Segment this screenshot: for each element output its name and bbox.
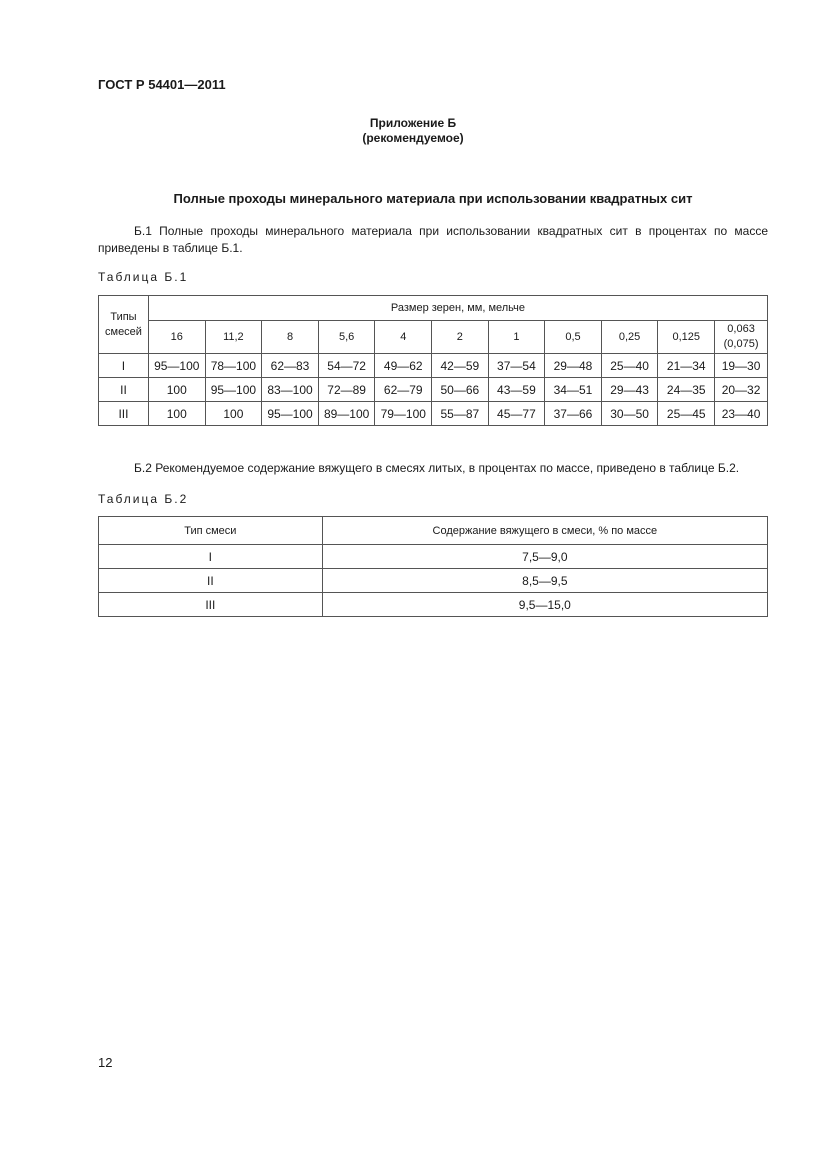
grain-size-header-cell: 2 [432,321,489,354]
page-number: 12 [98,1055,113,1070]
grain-size-header-cell: 8 [262,321,319,354]
pass-value-cell: 95—100 [148,354,205,378]
pass-value-cell: 21—34 [658,354,715,378]
pass-value-cell: 62—83 [262,354,319,378]
mix-type-cell: II [99,569,323,593]
grain-size-header-cell: 0,25 [601,321,658,354]
grain-size-header-cell: 1 [488,321,545,354]
mix-type-cell: III [99,402,149,426]
pass-value-cell: 50—66 [432,378,489,402]
grain-size-header-cell: 5,6 [318,321,375,354]
table-row [99,354,768,378]
annex-type: (рекомендуемое) [362,131,464,145]
annex-heading [0,116,826,146]
pass-value-cell: 78—100 [205,354,262,378]
binder-content-cell: 7,5—9,0 [322,545,767,569]
pass-value-cell: 100 [148,402,205,426]
table-row [99,569,768,593]
mix-type-cell: II [99,378,149,402]
table-row [99,545,768,569]
grain-size-header-cell: 11,2 [205,321,262,354]
pass-value-cell: 25—45 [658,402,715,426]
pass-value-cell: 72—89 [318,378,375,402]
pass-value-cell: 19—30 [715,354,768,378]
pass-value-cell: 100 [205,402,262,426]
table-row [99,402,768,426]
paragraph-b1: Б.1 Полные проходы минерального материала при использовании квадратных сит в процентах по массе приведены в таблице Б.1. [98,224,768,255]
pass-value-cell: 95—100 [205,378,262,402]
pass-value-cell: 37—66 [545,402,602,426]
pass-value-cell: 54—72 [318,354,375,378]
pass-value-cell: 49—62 [375,354,432,378]
pass-value-cell: 89—100 [318,402,375,426]
pass-value-cell: 45—77 [488,402,545,426]
pass-value-cell: 34—51 [545,378,602,402]
pass-value-cell: 100 [148,378,205,402]
pass-value-cell: 25—40 [601,354,658,378]
pass-value-cell: 37—54 [488,354,545,378]
pass-value-cell: 79—100 [375,402,432,426]
grain-size-header-cell: 0,063 (0,075) [715,321,768,354]
pass-value-cell: 29—43 [601,378,658,402]
mix-type-cell: I [99,545,323,569]
pass-value-cell: 55—87 [432,402,489,426]
pass-value-cell: 95—100 [262,402,319,426]
grain-size-header-cell: 4 [375,321,432,354]
binder-content-column-header: Содержание вяжущего в смеси, % по массе [322,517,767,545]
pass-value-cell: 43—59 [488,378,545,402]
mix-type-cell: I [99,354,149,378]
binder-content-table [98,516,768,617]
document-code: ГОСТ Р 54401—2011 [98,77,226,92]
sieve-pass-table [98,295,768,426]
binder-content-cell: 9,5—15,0 [322,593,767,617]
paragraph-b2: Б.2 Рекомендуемое содержание вяжущего в смесях литых, в процентах по массе, приведено в таблице Б.2. [134,461,740,475]
annex-title: Приложение Б [369,116,457,130]
mix-type-cell: III [99,593,323,617]
mix-type-column-header: Тип смеси [99,517,323,545]
table-row [99,378,768,402]
mix-type-header: Типы смесей [99,296,149,354]
pass-value-cell: 30—50 [601,402,658,426]
section-title: Полные проходы минерального материала при использовании квадратных сит [173,191,693,206]
table2-caption: Таблица Б.2 [98,492,189,506]
grain-size-header-cell: 0,5 [545,321,602,354]
pass-value-cell: 20—32 [715,378,768,402]
pass-value-cell: 83—100 [262,378,319,402]
table-row [99,593,768,617]
pass-value-cell: 42—59 [432,354,489,378]
binder-content-cell: 8,5—9,5 [322,569,767,593]
pass-value-cell: 24—35 [658,378,715,402]
pass-value-cell: 29—48 [545,354,602,378]
grain-size-header-cell: 0,125 [658,321,715,354]
grain-size-header: Размер зерен, мм, мельче [148,296,767,321]
pass-value-cell: 62—79 [375,378,432,402]
pass-value-cell: 23—40 [715,402,768,426]
table1-caption: Таблица Б.1 [98,270,189,284]
grain-size-header-cell: 16 [148,321,205,354]
